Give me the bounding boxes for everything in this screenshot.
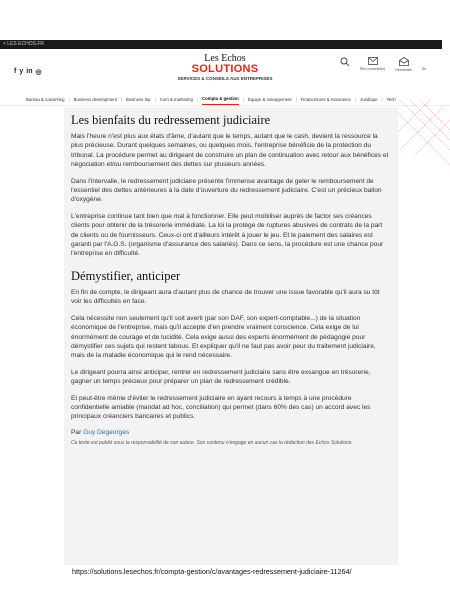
article-paragraph: Dans l'intervalle, le redressement judiciaire présente l'immense avantage de geler le remboursement de l'essentiel des dettes antérieures à la date d'ouverture du redressement judiciaire. C'est un précieux ballon d'oxygène. — [71, 177, 382, 204]
top-strip — [0, 40, 442, 49]
nav-item-financement-assurance[interactable]: Financement & Assurance — [300, 97, 351, 102]
logo-tagline: SERVICES & CONSEILS AUX ENTREPRISES — [177, 76, 273, 81]
back-to-lesechos-link[interactable]: < LES ECHOS.FR — [3, 41, 44, 47]
section-heading-bienfaits: Les bienfaits du redressement judiciaire — [71, 113, 271, 127]
byline-prefix: Par — [71, 428, 82, 436]
article-paragraph: Le dirigeant pourra ainsi anticiper, rentrer en redressement judiciaire sans être exsangue en trésorerie, gagner un temps précieux pour préparer un plan de redressement crédible. — [71, 368, 371, 386]
nav-item-business-development[interactable]: Business development — [73, 97, 117, 102]
nav-item-com-marketing[interactable]: Com & marketing — [159, 97, 193, 102]
nav-divider: | — [242, 97, 244, 102]
article-paragraph: Et peut-être même d'éviter le redressement judiciaire en ayant recours à temps à une procédure confidentielle amiable (mandat ad hoc, conciliation) qui permet (dans 60% des cas) un accord avec les principaux créanciers bancaires et publics. — [71, 394, 371, 421]
linkedin-icon[interactable]: in — [26, 68, 33, 75]
nav-item-bureau[interactable]: Bureau & coworking — [26, 97, 65, 102]
advice-label: Être conseillé(e) — [360, 67, 386, 71]
site-logo[interactable] — [160, 54, 290, 83]
signin-label: Se — [421, 67, 427, 71]
author-link[interactable]: Guy Degeorges — [83, 428, 130, 436]
social-links — [14, 68, 42, 76]
twitter-icon[interactable]: y — [19, 68, 24, 75]
search-button[interactable] — [340, 57, 350, 69]
nav-item-juridique[interactable]: Juridique — [360, 97, 378, 102]
nav-divider: | — [381, 97, 383, 102]
nav-item-equipe-management[interactable]: Equipe & management — [247, 97, 292, 102]
article-paragraph: L'entreprise continue tant bien que mal à fonctionner. Elle peut mobiliser auprès de factor ses créances clients pour obtenir de la trésorerie immédiate. La loi la protège de ruptures abusives de contrats de la part de clients ou de fournisseurs. Ceux-ci ont d'ailleurs intérêt à jouer le jeu. Et le paiement des salaires est garanti par l'A.G.S. (organisme d'assurance des salariés). Dans ce sens, la procédure est une chance pour l'entreprise en difficulté. — [71, 212, 384, 258]
instagram-icon[interactable]: ◎ — [35, 69, 42, 76]
nav-item-compta-gestion[interactable]: Compta & gestion — [202, 94, 239, 105]
nav-divider: | — [354, 97, 357, 102]
author-byline — [71, 429, 390, 436]
newsletter-button[interactable] — [395, 57, 412, 72]
signin-button[interactable] — [422, 57, 426, 71]
mail-icon — [368, 57, 378, 65]
decorative-lines — [390, 100, 450, 170]
nav-item-business-trip[interactable]: Business trip — [125, 97, 151, 102]
facebook-icon[interactable]: f — [14, 68, 17, 75]
article-content — [64, 107, 398, 565]
article-disclaimer: Ce texte est publié sous la responsabilité de son auteur. Son contenu n'engage en aucun cas la rédaction des Echos Solutions. — [71, 439, 353, 446]
article-paragraph: Cela nécessite non seulement qu'il soit averti (par son DAF, son expert-comptable...) de la situation économique de l'entreprise, mais qu'il accepte d'en prendre vraiment conscience. Cela exige de lui énormément de courage et de lucidité. Cela exige aussi des experts énormément de pédagogie pour démystifier ces sujets qui restent tabous. Et expliquer qu'il ne faut pas avoir peur du traitement judiciaire, mais de la maladie économique qui le rend nécessaire. — [71, 314, 376, 360]
nav-item-tech[interactable]: Tech — [386, 97, 396, 102]
article-paragraph: En fin de compte, le dirigeant aura d'autant plus de chance de trouver une issue favorable qu'il aura su tôt voir les difficultés en face. — [71, 288, 380, 306]
decorative-lines-graphic — [390, 100, 450, 170]
nav-divider: | — [120, 97, 122, 102]
nav-divider: | — [68, 97, 70, 102]
newsletter-label: Newsletter — [395, 68, 412, 72]
advice-button[interactable] — [360, 57, 385, 71]
section-heading-demystifier: Démystifier, anticiper — [71, 268, 181, 283]
site-header — [0, 49, 450, 91]
logo-main-text: SOLUTIONS — [191, 63, 259, 75]
nav-divider: | — [154, 97, 156, 102]
category-nav — [0, 94, 450, 106]
header-actions — [340, 57, 426, 72]
logo-top-text: Les Echos — [204, 53, 246, 64]
source-url: https://solutions.lesechos.fr/compta-gestion/c/avantages-redressement-judiciaire-11264/ — [72, 567, 352, 576]
search-icon — [340, 57, 350, 67]
article-paragraph: Mais l'heure n'est plus aux états d'âme, d'autant que le temps, autant que le cash, devient la ressource la plus précieuse. Durant quelques semaines, ou quelques mois, l'entreprise bénéficie de la protection du tribunal. La procédure permet au dirigeant de construire un plan de continuation avec retour aux bénéfices et négociation et/ou remboursement des dettes sur plusieurs années. — [71, 133, 389, 169]
nav-divider: | — [196, 97, 199, 102]
nav-divider: | — [295, 97, 297, 102]
newsletter-icon — [399, 57, 409, 66]
